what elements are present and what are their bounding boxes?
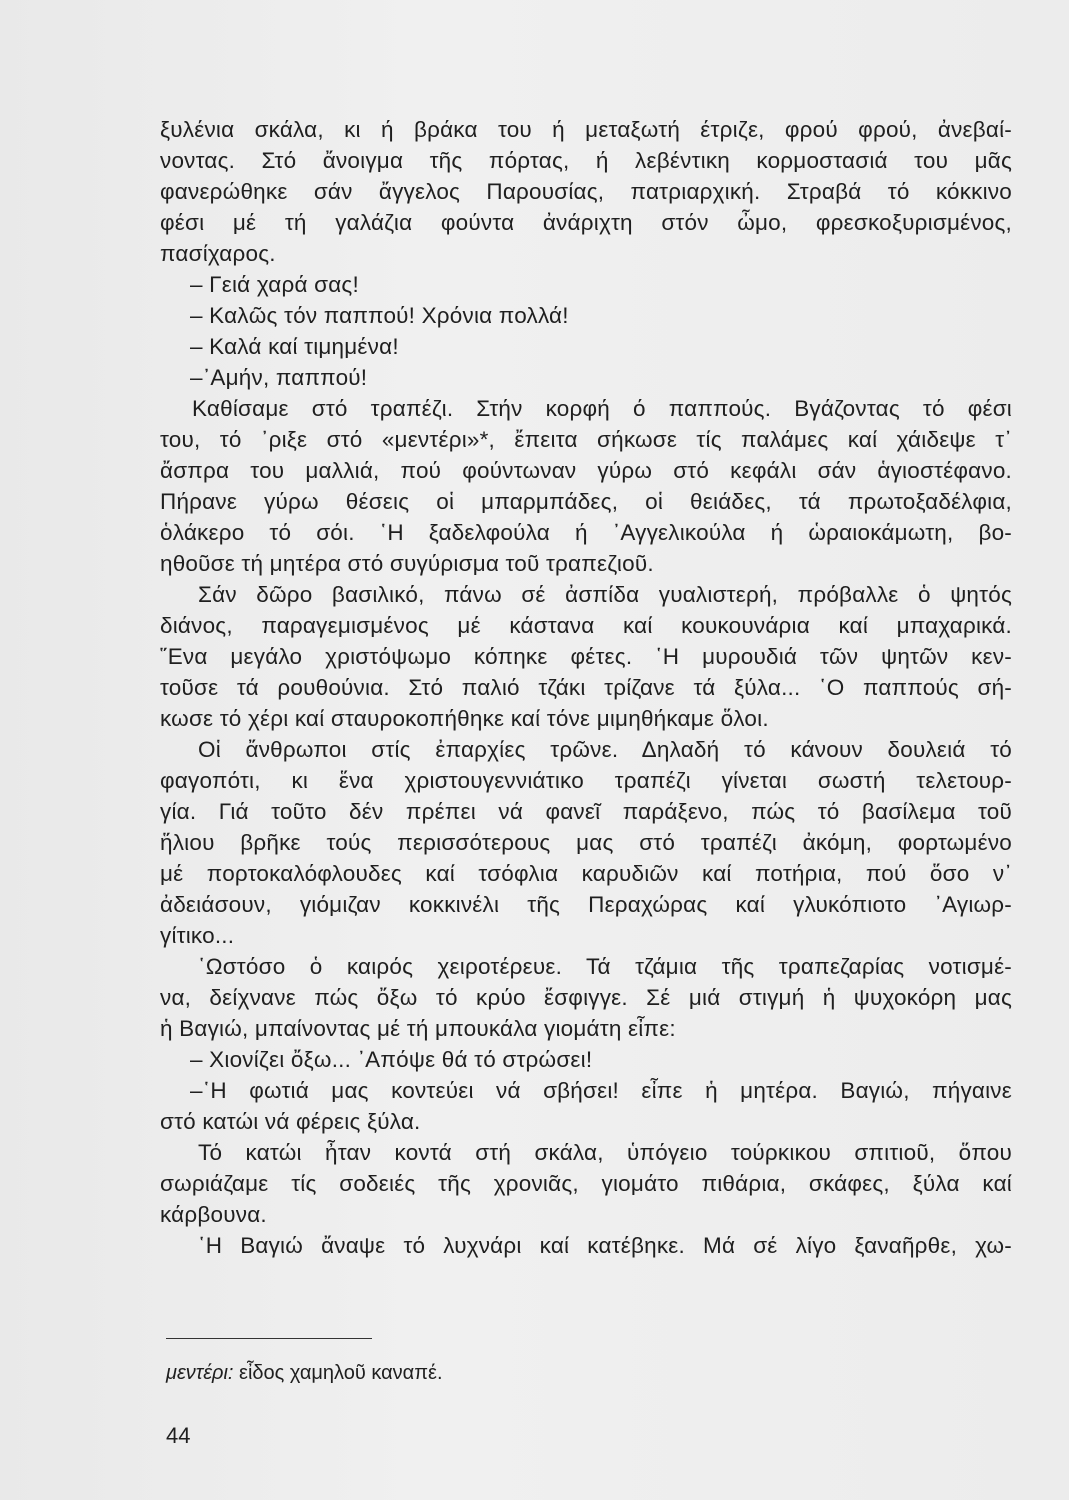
text-line: φαγοπότι, κι ἕνα χριστουγεννιάτικο τραπέζι γίνεται σωστή τελετουρ-: [160, 768, 1012, 793]
text-line: ἥλιου βρῆκε τούς περισσότερους μας στό τραπέζι ἀκόμη, φορτωμένο: [160, 830, 1012, 855]
footnote-divider: [166, 1338, 372, 1339]
text-line: πασίχαρος.: [160, 241, 276, 266]
text-line: νοντας. Στό ἄνοιγμα τῆς πόρτας, ή λεβέντικη κορμοστασιά του μᾶς: [160, 148, 1012, 173]
text-line: διάνος, παραγεμισμένος μέ κάστανα καί κουκουνάρια καί μπαχαρικά.: [160, 613, 1012, 638]
text-line: ἡ Βαγιώ, μπαίνοντας μέ τή μπουκάλα γιομάτη εἶπε:: [160, 1016, 676, 1041]
footnote-definition: εἶδος χαμηλοῦ καναπέ.: [239, 1362, 443, 1384]
body-text: [160, 114, 1012, 1261]
text-line: Τό κατώι ἦταν κοντά στή σκάλα, ὑπόγειο τούρκικου σπιτιοῦ, ὅπου: [198, 1140, 1012, 1165]
text-line: φέσι μέ τή γαλάζια φούντα ἀνάριχτη στόν ὦμο, φρεσκοξυρισμένος,: [160, 210, 1012, 235]
footnote: [166, 1360, 443, 1386]
text-line: ἄσπρα του μαλλιά, πού φούντωναν γύρω στό κεφάλι σάν ἁγιοστέφανο.: [160, 458, 1012, 483]
text-line: κωσε τό χέρι καί σταυροκοπήθηκε καί τόνε μιμηθήκαμε ὅλοι.: [160, 706, 769, 731]
text-line: γίτικο...: [160, 923, 235, 948]
text-line: φανερώθηκε σάν ἄγγελος Παρουσίας, πατριαρχική. Στραβά τό κόκκινο: [160, 179, 1012, 204]
page-number: 44: [166, 1423, 191, 1448]
text-line: ῾Ωστόσο ὁ καιρός χειροτέρευε. Τά τζάμια τῆς τραπεζαρίας νοτισμέ-: [198, 954, 1012, 979]
text-line: ῾Η Βαγιώ ἄναψε τό λυχνάρι καί κατέβηκε. Μά σέ λίγο ξαναῆρθε, χω-: [198, 1233, 1012, 1258]
text-line: Καθίσαμε στό τραπέζι. Στήν κορφή ό παππούς. Βγάζοντας τό φέσι: [192, 396, 1012, 421]
footnote-term: μεντέρι:: [166, 1362, 234, 1384]
text-line: τοῦσε τά ρουθούνια. Στό παλιό τζάκι τρίζανε τά ξύλα... ῾Ο παππούς σή-: [160, 675, 1012, 700]
text-line: ῞Ενα μεγάλο χριστόψωμο κόπηκε φέτες. ῾Η μυρουδιά τῶν ψητῶν κεν-: [160, 644, 1012, 669]
dialogue-line: – Χιονίζει ὄξω... ᾽Απόψε θά τό στρώσει!: [190, 1047, 593, 1072]
text-line: ξυλένια σκάλα, κι ή βράκα του ή μεταξωτή έτριζε, φρού φρού, ἀνεβαί-: [160, 117, 1012, 142]
text-line: ἀδειάσουν, γιόμιζαν κοκκινέλι τῆς Περαχώρας καί γλυκόπιοτο ᾽Αγιωρ-: [160, 892, 1012, 917]
text-line: κάρβουνα.: [160, 1202, 267, 1227]
text-line: Σάν δῶρο βασιλικό, πάνω σέ ἀσπίδα γυαλιστερή, πρόβαλλε ὁ ψητός: [198, 582, 1012, 607]
dialogue-line: – Γειά χαρά σας!: [190, 272, 359, 297]
dialogue-line: –᾽Αμήν, παππού!: [190, 365, 368, 390]
dialogue-line: –῾Η φωτιά μας κοντεύει νά σβήσει! εἶπε ἡ μητέρα. Βαγιώ, πήγαινε: [190, 1078, 1012, 1103]
text-line: Οἱ ἄνθρωποι στίς ἐπαρχίες τρῶνε. Δηλαδή τό κάνουν δουλειά τό: [198, 737, 1012, 762]
text-line: ὁλάκερο τό σόι. ῾Η ξαδελφούλα ή ᾽Αγγελικούλα ή ὡραιοκάμωτη, βο-: [160, 520, 1012, 545]
text-line: μέ πορτοκαλόφλουδες καί τσόφλια καρυδιῶν καί ποτήρια, πού ὅσο ν᾽: [160, 861, 1012, 886]
text-line: στό κατώι νά φέρεις ξύλα.: [160, 1109, 421, 1134]
text-line: σωριάζαμε τίς σοδειές τῆς χρονιᾶς, γιομάτο πιθάρια, σκάφες, ξύλα καί: [160, 1171, 1012, 1196]
text-line: Πήρανε γύρω θέσεις οἱ μπαρμπάδες, οἱ θειάδες, τά πρωτοξαδέλφια,: [160, 489, 1012, 514]
dialogue-line: – Καλῶς τόν παππού! Χρόνια πολλά!: [190, 303, 569, 328]
text-line: του, τό ᾽ριξε στό «μεντέρι»*, ἔπειτα σήκωσε τίς παλάμες καί χάιδεψε τ᾽: [160, 427, 1012, 452]
dialogue-line: – Καλά καί τιμημένα!: [190, 334, 399, 359]
text-line: ηθοῦσε τή μητέρα στό συγύρισμα τοῦ τραπεζιοῦ.: [160, 551, 654, 576]
text-line: γία. Γιά τοῦτο δέν πρέπει νά φανεῖ παράξενο, πώς τό βασίλεμα τοῦ: [160, 799, 1012, 824]
text-line: να, δείχνανε πώς ὄξω τό κρύο ἔσφιγγε. Σέ μιά στιγμή ἡ ψυχοκόρη μας: [160, 985, 1012, 1010]
